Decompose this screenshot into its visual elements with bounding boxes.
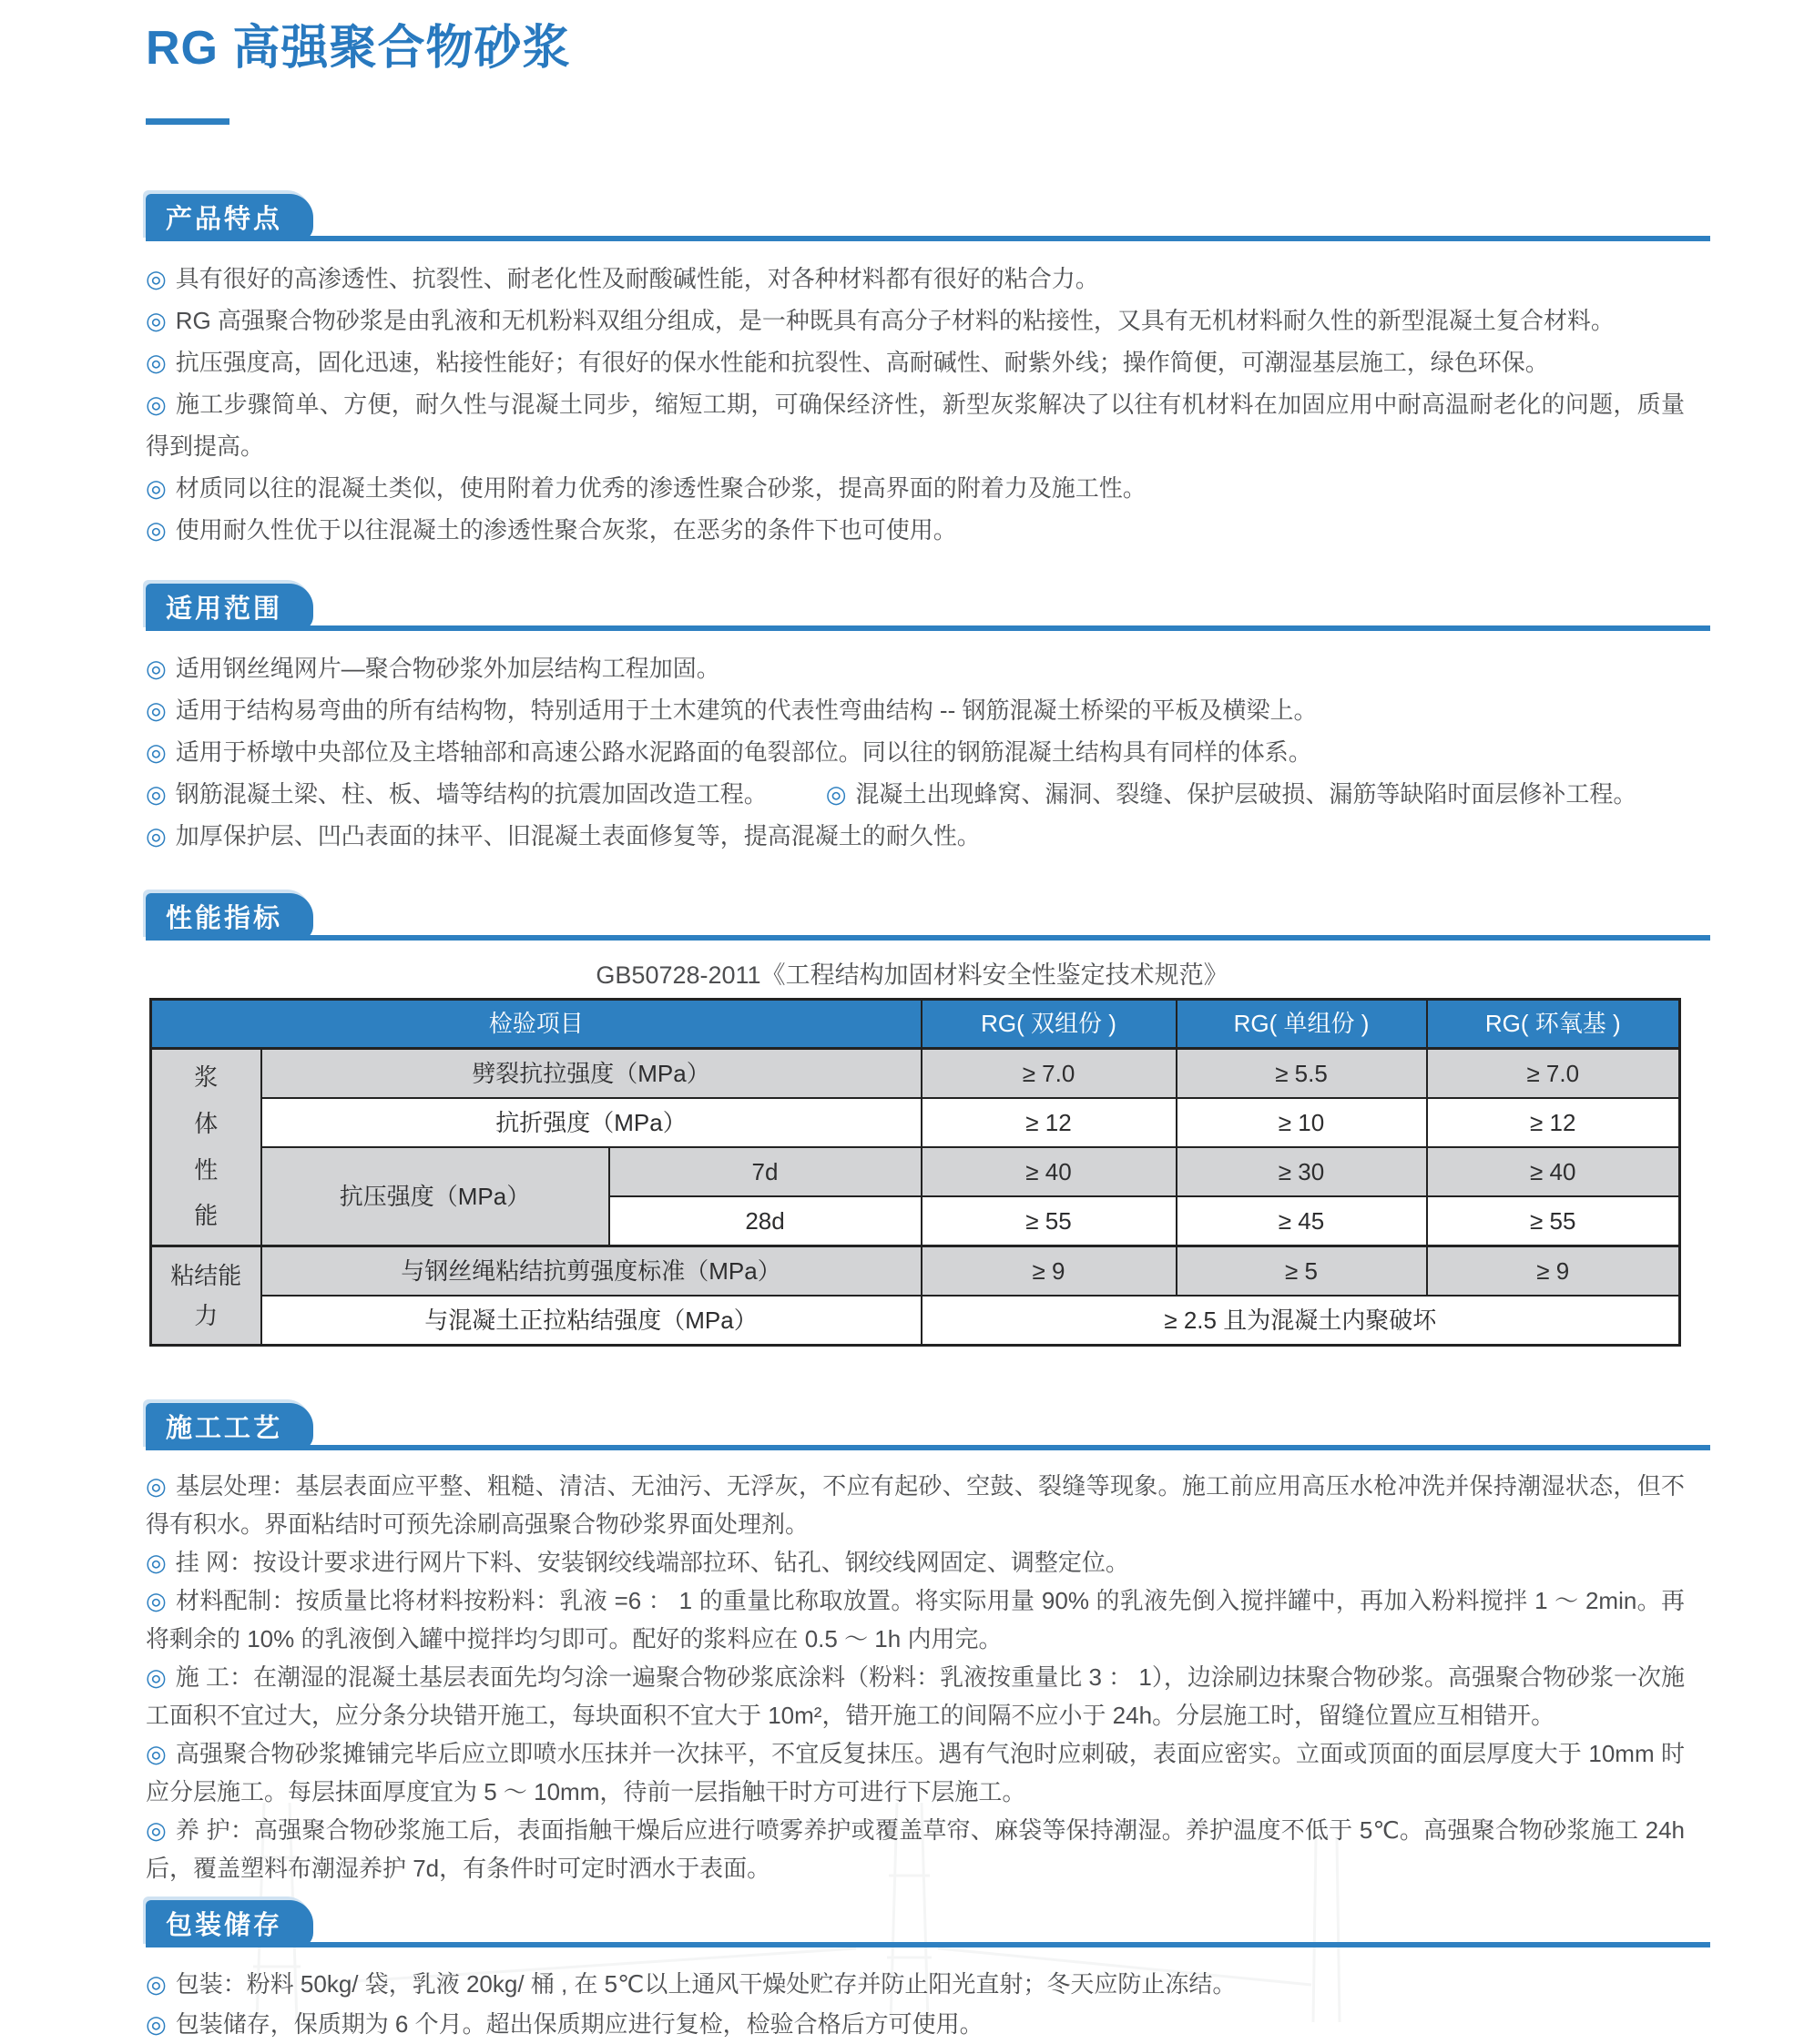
section-tab-features	[146, 194, 313, 241]
row-label: 劈裂抗拉强度（MPa）	[261, 1048, 922, 1098]
bullet-item	[146, 383, 1685, 467]
bullet-item	[146, 258, 1685, 300]
cell-value: ≥ 5.5	[1177, 1048, 1427, 1098]
row-label-compressive: 抗压强度（MPa）	[261, 1147, 609, 1246]
bullseye-bullet-icon: ◎	[825, 779, 847, 808]
bullet-item	[146, 689, 1685, 731]
table-row	[151, 1098, 1680, 1147]
bullseye-bullet-icon: ◎	[146, 696, 167, 724]
bullet-item	[146, 773, 768, 815]
table-row	[151, 1147, 1680, 1196]
bullet-text: 具有很好的高渗透性、抗裂性、耐老化性及耐酸碱性能，对各种材料都有很好的粘合力。	[175, 264, 1099, 292]
bullseye-bullet-icon: ◎	[146, 2009, 167, 2038]
bullet-text: 施工步骤简单、方便，耐久性与混凝土同步，缩短工期，可确保经济性，新型灰浆解决了以往有机材料在加固应用中耐高温耐老化的问题，质量得到提高。	[146, 390, 1685, 460]
row-label: 与混凝土正拉粘结强度（MPa）	[261, 1296, 922, 1346]
document-page	[146, 0, 1685, 2044]
cell-merged-value: ≥ 2.5 且为混凝土内聚破坏	[922, 1296, 1680, 1346]
performance-table	[149, 998, 1681, 1347]
section-rule	[146, 625, 1710, 631]
section-tab-performance	[146, 893, 313, 941]
section-tab-label: 包装储存	[166, 1911, 283, 1941]
table-header-row	[151, 999, 1680, 1048]
cell-value: ≥ 45	[1177, 1196, 1427, 1246]
scope-bullet-list	[146, 647, 1685, 857]
bullet-text: 适用钢丝绳网片—聚合物砂浆外加层结构工程加固。	[175, 654, 720, 682]
bullet-text: 抗压强度高，固化迅速，粘接性能好；有很好的保水性能和抗裂性、高耐碱性、耐紫外线；操作简便，可潮湿基层施工，绿色环保。	[175, 348, 1549, 376]
column-header-rg-one-part: RG( 单组份 )	[1177, 999, 1427, 1048]
bullet-item	[146, 509, 1685, 551]
bullseye-bullet-icon: ◎	[146, 1663, 167, 1691]
section-rule	[146, 935, 1710, 941]
section-tab-label: 性能指标	[166, 904, 283, 934]
bullet-item	[146, 1543, 1685, 1581]
cell-value: ≥ 55	[922, 1196, 1177, 1246]
bullseye-bullet-icon: ◎	[146, 1969, 167, 1998]
bullseye-bullet-icon: ◎	[146, 473, 167, 502]
column-header-rg-epoxy: RG( 环氧基 )	[1427, 999, 1680, 1048]
bullet-item	[146, 2004, 1685, 2044]
bullet-text: 包装储存，保质期为 6 个月。超出保质期应进行复检，检验合格后方可使用。	[175, 2009, 984, 2038]
bullseye-bullet-icon: ◎	[146, 390, 167, 418]
bullet-item	[146, 1658, 1685, 1734]
bullet-text: 包装：粉料 50kg/ 袋，乳液 20kg/ 桶 , 在 5℃以上通风干燥处贮存并防止阳光直射；冬天应防止冻结。	[175, 1969, 1237, 1998]
bullet-text: 材料配制：按质量比将材料按粉料：乳液 =6 ： 1 的重量比称取放置。将实际用量 90% 的乳液先倒入搅拌罐中，再加入粉料搅拌 1 ～ 2min。再将剩余的 10% 的乳液倒入罐中搅拌均匀即可。配好的浆料应在 0.5 ～ 1h 内用完。	[146, 1586, 1685, 1652]
cell-value: ≥ 10	[1177, 1098, 1427, 1147]
cell-value: ≥ 7.0	[1427, 1048, 1680, 1098]
bullseye-bullet-icon: ◎	[146, 1548, 167, 1576]
section-tab-label: 施工工艺	[166, 1414, 283, 1444]
table-row	[151, 1296, 1680, 1346]
section-head-features	[146, 194, 1685, 241]
cell-value: ≥ 55	[1427, 1196, 1680, 1246]
bullet-text: 适用于结构易弯曲的所有结构物，特别适用于土木建筑的代表性弯曲结构 -- 钢筋混凝土桥梁的平板及横梁上。	[175, 696, 1318, 724]
bullseye-bullet-icon: ◎	[146, 515, 167, 544]
column-header-rg-two-part: RG( 双组份 )	[922, 999, 1177, 1048]
bullet-text: 使用耐久性优于以往混凝土的渗透性聚合灰浆，在恶劣的条件下也可使用。	[175, 515, 957, 544]
row-label: 与钢丝绳粘结抗剪强度标准（MPa）	[261, 1246, 922, 1296]
bullseye-bullet-icon: ◎	[146, 1815, 167, 1844]
bullseye-bullet-icon: ◎	[146, 821, 167, 849]
bullet-item	[146, 300, 1685, 341]
packaging-bullet-list	[146, 1964, 1685, 2044]
bullet-item	[146, 731, 1685, 773]
cell-value: ≥ 12	[1427, 1098, 1680, 1147]
cell-value: ≥ 9	[1427, 1246, 1680, 1296]
bullet-item	[146, 1467, 1685, 1543]
bullseye-bullet-icon: ◎	[146, 1739, 167, 1767]
cell-value: ≥ 30	[1177, 1147, 1427, 1196]
bullseye-bullet-icon: ◎	[146, 654, 167, 682]
bullet-text: 基层处理：基层表面应平整、粗糙、清洁、无油污、无浮灰，不应有起砂、空鼓、裂缝等现象。施工前应用高压水枪冲洗并保持潮湿状态，但不得有积水。界面粘结时可预先涂刷高强聚合物砂浆界面处理剂。	[146, 1471, 1685, 1538]
bullet-item	[146, 1811, 1685, 1887]
section-rule	[146, 236, 1710, 241]
section-head-scope	[146, 584, 1685, 631]
bullet-item	[146, 341, 1685, 383]
bullet-text: 挂 网：按设计要求进行网片下料、安装钢绞线端部拉环、钻孔、钢绞线网固定、调整定位。	[175, 1548, 1129, 1576]
bullet-item	[146, 1964, 1685, 2004]
bullet-text: 适用于桥墩中央部位及主塔轴部和高速公路水泥路面的龟裂部位。同以往的钢筋混凝土结构具有同样的体系。	[175, 737, 1312, 766]
section-tab-label: 适用范围	[166, 595, 283, 625]
bullseye-bullet-icon: ◎	[146, 264, 167, 292]
section-rule	[146, 1445, 1710, 1450]
bullet-text: 养 护：高强聚合物砂浆施工后，表面指触干燥后应进行喷雾养护或覆盖草帘、麻袋等保持潮湿。养护温度不低于 5℃。高强聚合物砂浆施工 24h 后，覆盖塑料布潮湿养护 7d，有条件时可定时洒水于表面。	[146, 1815, 1686, 1882]
bullet-text: RG 高强聚合物砂浆是由乳液和无机粉料双组分组成，是一种既具有高分子材料的粘接性，又具有无机材料耐久性的新型混凝土复合材料。	[175, 306, 1615, 334]
section-head-packaging	[146, 1900, 1685, 1947]
bullet-text: 钢筋混凝土梁、柱、板、墙等结构的抗震加固改造工程。	[175, 779, 768, 808]
cell-value: ≥ 9	[922, 1246, 1177, 1296]
section-head-construction	[146, 1403, 1685, 1450]
table-row	[151, 1246, 1680, 1296]
features-bullet-list	[146, 258, 1685, 551]
bullet-item	[146, 815, 1685, 857]
page-title: RG 高强聚合物砂浆	[146, 22, 571, 75]
table-row	[151, 1048, 1680, 1098]
section-head-performance	[146, 893, 1685, 941]
bullseye-bullet-icon: ◎	[146, 737, 167, 766]
bullet-item	[146, 1734, 1685, 1811]
cell-value: ≥ 40	[1427, 1147, 1680, 1196]
construction-bullet-list	[146, 1467, 1685, 1887]
bullet-text: 加厚保护层、凹凸表面的抹平、旧混凝土表面修复等，提高混凝土的耐久性。	[175, 821, 981, 849]
section-tab-label: 产品特点	[166, 205, 283, 235]
bullseye-bullet-icon: ◎	[146, 1586, 168, 1614]
cell-value: ≥ 40	[922, 1147, 1177, 1196]
bullet-item	[826, 773, 1637, 815]
section-rule	[146, 1942, 1710, 1947]
cell-age: 7d	[609, 1147, 922, 1196]
bullseye-bullet-icon: ◎	[146, 348, 167, 376]
bullet-text: 高强聚合物砂浆摊铺完毕后应立即喷水压抹并一次抹平，不宜反复抹压。遇有气泡时应刺破，表面应密实。立面或顶面的面层厚度大于 10mm 时应分层施工。每层抹面厚度宜为 5 ～ 10mm，待前一层指触干时方可进行下层施工。	[146, 1739, 1685, 1805]
cell-value: ≥ 12	[922, 1098, 1177, 1147]
title-underline	[146, 118, 229, 125]
bullseye-bullet-icon: ◎	[146, 1471, 167, 1500]
column-header-item: 检验项目	[151, 999, 922, 1048]
bullet-item	[146, 467, 1685, 509]
bullet-item	[146, 647, 1685, 689]
group-label-bonding-capacity: 粘结能力	[151, 1246, 261, 1345]
bullet-text: 混凝土出现蜂窝、漏洞、裂缝、保护层破损、漏筋等缺陷时面层修补工程。	[855, 779, 1637, 808]
bullet-item	[146, 1581, 1685, 1658]
bullet-item-pair	[146, 773, 1685, 815]
bullseye-bullet-icon: ◎	[146, 779, 167, 808]
bullet-text: 施 工：在潮湿的混凝土基层表面先均匀涂一遍聚合物砂浆底涂料（粉料：乳液按重量比 3 ： 1），边涂刷边抹聚合物砂浆。高强聚合物砂浆一次施工面积不宜过大，应分条分块错开施工，每块面积不宜大于 10m²，错开施工的间隔不应小于 24h。分层施工时，留缝位置应互相错开。	[146, 1663, 1685, 1729]
bullet-text: 材质同以往的混凝土类似，使用附着力优秀的渗透性聚合砂浆，提高界面的附着力及施工性。	[175, 473, 1147, 502]
cell-value: ≥ 7.0	[922, 1048, 1177, 1098]
section-tab-scope	[146, 584, 313, 631]
cell-age: 28d	[609, 1196, 922, 1246]
table-caption: GB50728-2011《工程结构加固材料安全性鉴定技术规范》	[596, 961, 1228, 989]
section-tab-construction	[146, 1403, 313, 1450]
row-label: 抗折强度（MPa）	[261, 1098, 922, 1147]
bullseye-bullet-icon: ◎	[146, 306, 167, 334]
group-label-slurry-performance: 浆体性能	[151, 1048, 261, 1246]
cell-value: ≥ 5	[1177, 1246, 1427, 1296]
section-tab-packaging	[146, 1900, 313, 1947]
